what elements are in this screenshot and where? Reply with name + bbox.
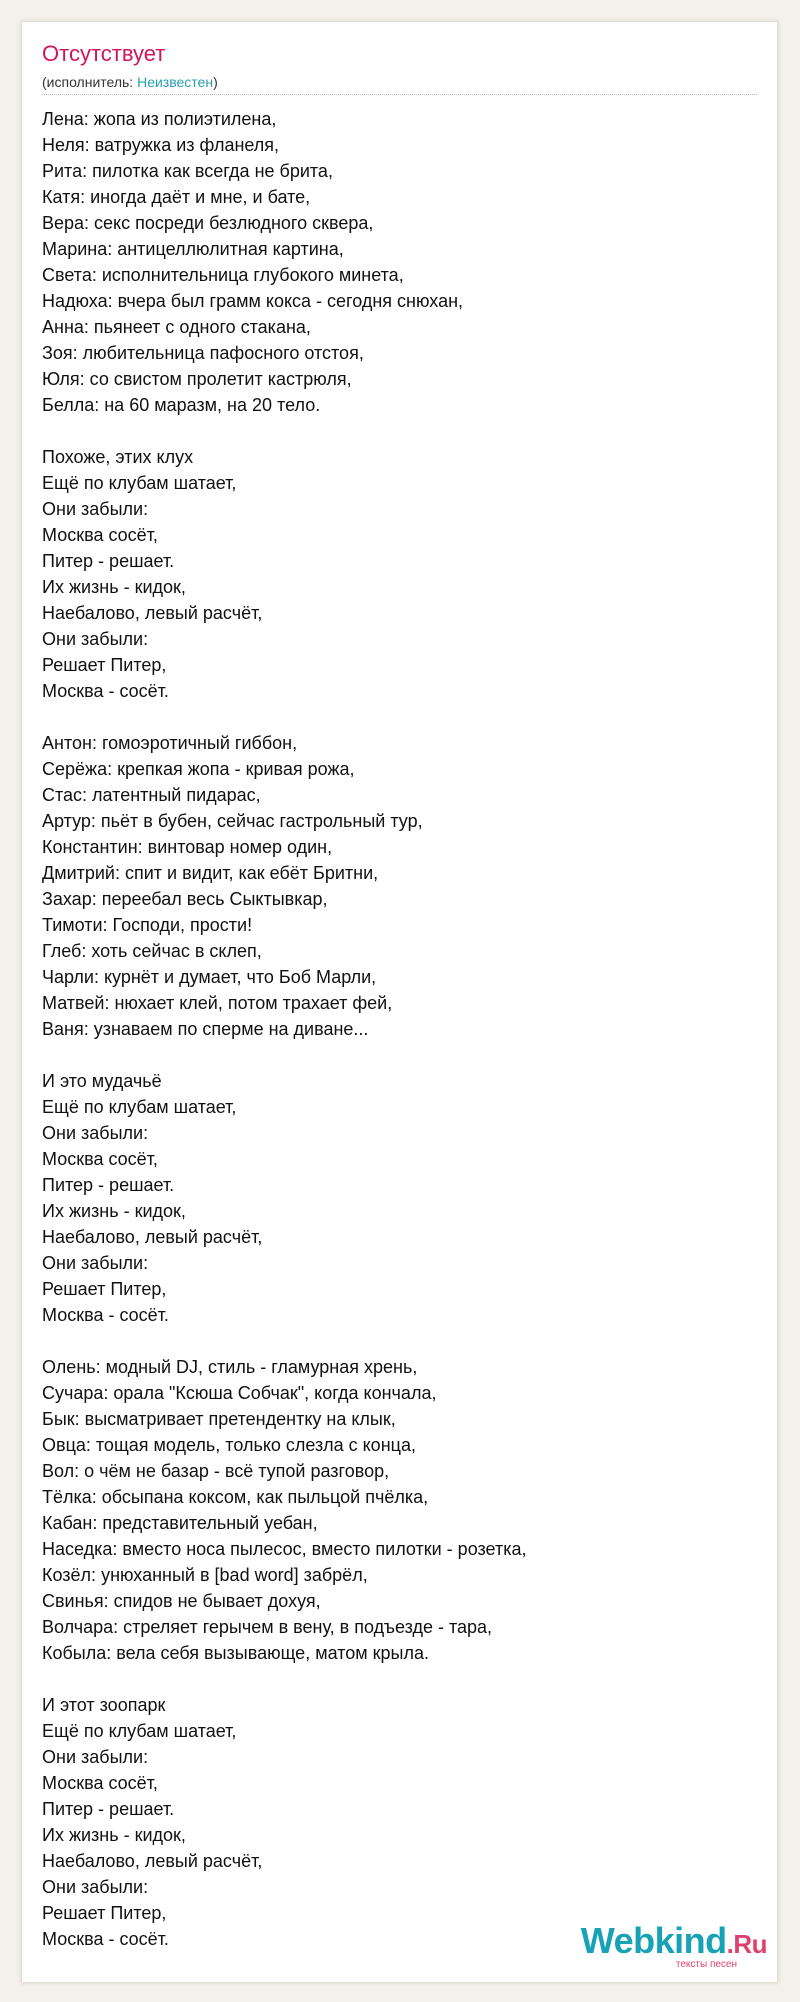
lyric-line: Решает Питер,: [42, 1279, 167, 1299]
lyric-line: Вол: о чём не базар - всё тупой разговор,: [42, 1461, 390, 1481]
lyric-line: Они забыли:: [42, 1253, 149, 1273]
lyric-line: Анна: пьянеет с одного стакана,: [42, 317, 311, 337]
lyric-line: Козёл: унюханный в [bad word] забрёл,: [42, 1565, 368, 1585]
lyric-line: Стас: латентный пидарас,: [42, 785, 261, 805]
lyric-line: Питер - решает.: [42, 1175, 175, 1195]
lyric-line: Антон: гомоэротичный гиббон,: [42, 733, 298, 753]
lyric-line: Москва - сосёт.: [42, 681, 169, 701]
lyric-line: Их жизнь - кидок,: [42, 1825, 186, 1845]
lyric-line: Артур: пьёт в бубен, сейчас гастрольный тур,: [42, 811, 423, 831]
byline-suffix: ): [213, 74, 218, 90]
lyric-line: Наебалово, левый расчёт,: [42, 1227, 263, 1247]
lyric-line: И этот зоопарк: [42, 1695, 166, 1715]
lyric-line: Наебалово, левый расчёт,: [42, 603, 263, 623]
logo-tagline: тексты песен: [675, 1959, 737, 1970]
artist-link[interactable]: Неизвестен: [137, 74, 214, 90]
lyric-line: Наседка: вместо носа пылесос, вместо пилотки - розетка,: [42, 1539, 527, 1559]
lyric-line: Свинья: спидов не бывает дохуя,: [42, 1591, 321, 1611]
lyric-line: Москва сосёт,: [42, 1773, 158, 1793]
site-logo[interactable]: [581, 1922, 767, 1970]
lyric-line: Ещё по клубам шатает,: [42, 473, 237, 493]
lyric-line: Надюха: вчера был грамм кокса - сегодня снюхан,: [42, 291, 464, 311]
song-title: Отсутствует: [42, 41, 166, 66]
lyric-line: Кобыла: вела себя вызывающе, матом крыла.: [42, 1643, 429, 1663]
lyric-line: Ваня: узнаваем по сперме на диване...: [42, 1019, 369, 1039]
lyric-line: И это мудачьё: [42, 1071, 162, 1091]
lyric-line: Питер - решает.: [42, 1799, 175, 1819]
lyric-line: Катя: иногда даёт и мне, и бате,: [42, 187, 311, 207]
lyric-line: Кабан: представительный уебан,: [42, 1513, 318, 1533]
lyric-line: Питер - решает.: [42, 551, 175, 571]
lyric-line: Сучара: орала "Ксюша Собчак", когда кончала,: [42, 1383, 437, 1403]
lyric-line: Москва - сосёт.: [42, 1929, 169, 1949]
lyric-line: Неля: ватружка из фланеля,: [42, 135, 280, 155]
byline-prefix: (исполнитель:: [42, 74, 138, 90]
stanza-break: [42, 1666, 762, 1692]
lyric-line: Москва - сосёт.: [42, 1305, 169, 1325]
lyric-line: Ещё по клубам шатает,: [42, 1097, 237, 1117]
logo-wordmark: Webkind: [580, 1920, 727, 1961]
lyric-line: Лена: жопа из полиэтилена,: [42, 109, 277, 129]
lyric-line: Тимоти: Господи, прости!: [42, 915, 253, 935]
lyric-line: Тёлка: обсыпана коксом, как пыльцой пчёлка,: [42, 1487, 429, 1507]
lyric-line: Они забыли:: [42, 1123, 149, 1143]
lyric-line: Чарли: курнёт и думает, что Боб Марли,: [42, 967, 377, 987]
lyric-line: Они забыли:: [42, 499, 149, 519]
stanza-break: [42, 1042, 762, 1068]
lyric-line: Зоя: любительница пафосного отстоя,: [42, 343, 364, 363]
lyric-line: Они забыли:: [42, 629, 149, 649]
lyric-line: Олень: модный DJ, стиль - гламурная хрень,: [42, 1357, 418, 1377]
lyric-line: Они забыли:: [42, 1877, 149, 1897]
stanza-break: [42, 418, 762, 444]
lyric-line: Марина: антицеллюлитная картина,: [42, 239, 344, 259]
lyric-line: Ещё по клубам шатает,: [42, 1721, 237, 1741]
lyric-line: Серёжа: крепкая жопа - кривая рожа,: [42, 759, 355, 779]
lyric-line: Их жизнь - кидок,: [42, 1201, 186, 1221]
lyric-line: Похоже, этих клух: [42, 447, 194, 467]
stanza-break: [42, 704, 762, 730]
stanza-break: [42, 1328, 762, 1354]
lyric-line: Бык: высматривает претендентку на клык,: [42, 1409, 396, 1429]
lyric-line: Юля: со свистом пролетит кастрюля,: [42, 369, 352, 389]
lyric-line: Захар: переебал весь Сыктывкар,: [42, 889, 328, 909]
lyric-line: Решает Питер,: [42, 1903, 167, 1923]
lyric-line: Москва сосёт,: [42, 1149, 158, 1169]
lyric-line: Волчара: стреляет герычем в вену, в подъезде - тара,: [42, 1617, 493, 1637]
lyric-line: Матвей: нюхает клей, потом трахает фей,: [42, 993, 393, 1013]
logo-tld: .Ru: [726, 1929, 767, 1959]
lyric-line: Глеб: хоть сейчас в склеп,: [42, 941, 262, 961]
lyrics-text: [42, 106, 762, 1952]
lyric-line: Вера: секс посреди безлюдного сквера,: [42, 213, 374, 233]
lyric-line: Света: исполнительница глубокого минета,: [42, 265, 404, 285]
lyric-line: Наебалово, левый расчёт,: [42, 1851, 263, 1871]
lyric-line: Константин: винтовар номер один,: [42, 837, 333, 857]
lyric-line: Решает Питер,: [42, 655, 167, 675]
lyric-line: Они забыли:: [42, 1747, 149, 1767]
lyrics-card: [21, 21, 778, 1983]
lyric-line: Рита: пилотка как всегда не брита,: [42, 161, 333, 181]
title-divider: [42, 94, 757, 95]
lyric-line: Овца: тощая модель, только слезла с конца,: [42, 1435, 416, 1455]
lyric-line: Дмитрий: спит и видит, как ебёт Бритни,: [42, 863, 379, 883]
artist-byline: [42, 74, 218, 90]
lyric-line: Их жизнь - кидок,: [42, 577, 186, 597]
lyric-line: Москва сосёт,: [42, 525, 158, 545]
lyric-line: Белла: на 60 маразм, на 20 тело.: [42, 395, 321, 415]
